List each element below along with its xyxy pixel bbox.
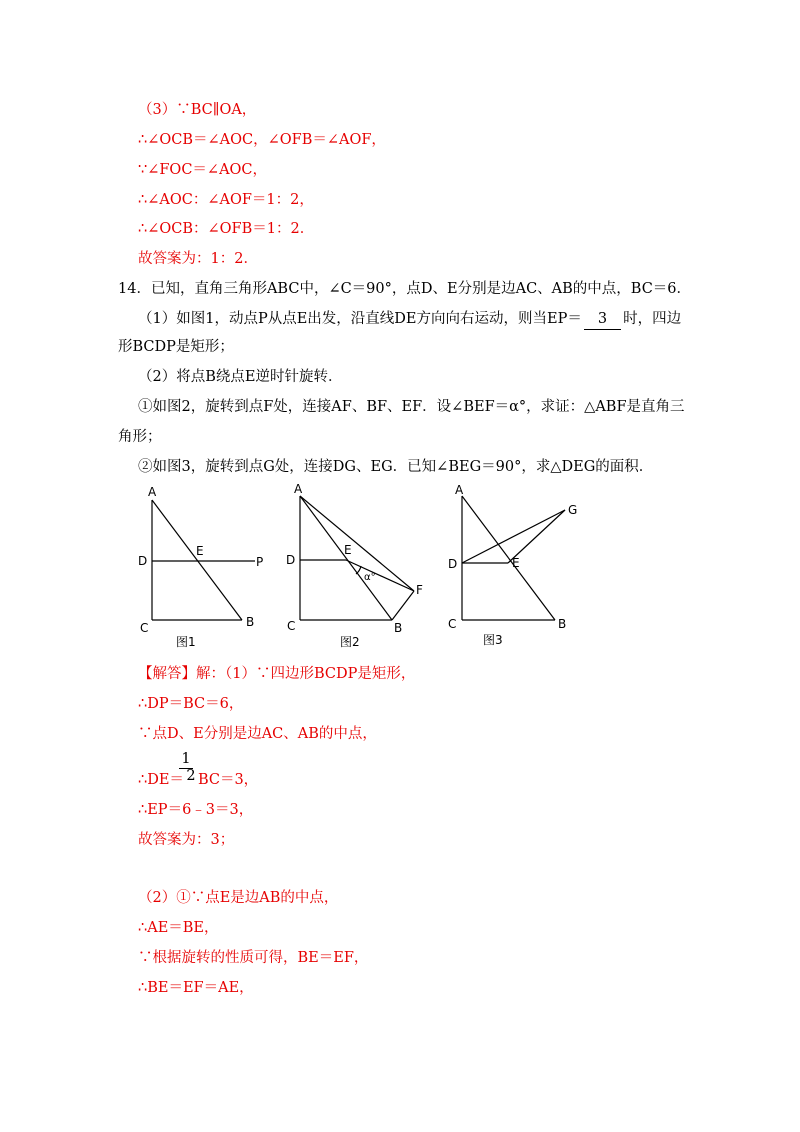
solution-line-10: ∴BE＝EF＝AE， <box>138 980 254 996</box>
part3-line-2: ∴∠OCB＝∠AOC，∠OFB＝∠AOF， <box>138 132 386 148</box>
question-1 <box>138 309 681 330</box>
figure-1 <box>130 482 270 652</box>
fig1-label-a: A <box>148 485 157 499</box>
answer-blank: 3 <box>584 309 621 330</box>
question-1-cont: 形BCDP是矩形； <box>118 339 234 355</box>
fig2-label-a: A <box>294 482 303 496</box>
question-2: （2）将点B绕点E逆时针旋转． <box>138 369 343 385</box>
fig3-label-e: E <box>512 556 520 570</box>
fraction-numerator: 1 <box>181 751 191 767</box>
fig2-caption: 图2 <box>340 635 360 649</box>
fig2-label-alpha: α° <box>364 572 376 583</box>
solution-line-2: ∴DP＝BC＝6， <box>138 696 244 712</box>
part3-line-4: ∴∠AOC：∠AOF＝1：2， <box>138 192 314 208</box>
fraction-denominator: 2 <box>186 768 196 784</box>
part3-line-3: ∵∠FOC＝∠AOC， <box>138 162 268 178</box>
solution-line-4-b: BC＝3， <box>197 772 259 788</box>
solution-label: 【解答】 <box>138 666 196 682</box>
question-2-1-cont: 角形； <box>118 429 162 445</box>
fig1-label-d: D <box>138 554 148 568</box>
solution-line-7: （2）①∵点E是边AB的中点， <box>138 890 339 906</box>
question-1-text-b: 时，四边 <box>623 311 682 327</box>
figure-3 <box>440 482 590 652</box>
solution-line-3: ∵点D、E分别是边AC、AB的中点， <box>138 726 377 742</box>
solution-line-5: ∴EP＝6﹣3＝3， <box>138 802 254 818</box>
fig3-label-b: B <box>558 617 567 631</box>
fig3-label-a: A <box>455 483 464 497</box>
solution-line-1 <box>138 664 415 684</box>
fig2-label-b: B <box>394 621 403 635</box>
fig3-caption: 图3 <box>483 633 503 647</box>
figure-2 <box>282 482 432 652</box>
fig3-label-c: C <box>448 617 457 631</box>
fig2-label-e: E <box>344 543 352 557</box>
question-2-2: ②如图3，旋转到点G处，连接DG、EG．已知∠BEG＝90°，求△DEG的面积． <box>138 459 654 475</box>
fig2-label-f: F <box>416 583 423 597</box>
fig1-label-c: C <box>140 621 149 635</box>
solution-line-6: 故答案为：3； <box>138 832 235 848</box>
solution-line-4 <box>138 770 258 790</box>
part3-line-1: （3）∵BC∥OA， <box>138 102 257 118</box>
fig1-caption: 图1 <box>176 635 196 649</box>
part3-line-5: ∴∠OCB：∠OFB＝1：2． <box>138 221 315 237</box>
fig1-label-b: B <box>246 615 255 629</box>
solution-line-4-a: ∴DE＝ <box>138 772 184 788</box>
question-1-text-a: （1）如图1，动点P从点E出发，沿直线DE方向向右运动，则当EP＝ <box>138 311 582 327</box>
fig1-label-e: E <box>196 544 204 558</box>
solution-line-8: ∴AE＝BE， <box>138 920 219 936</box>
part3-line-6: 故答案为：1：2． <box>138 251 258 267</box>
question-2-1: ①如图2，旋转到点F处，连接AF、BF、EF．设∠BEF＝α°，求证：△ABF是直角三 <box>138 399 685 415</box>
fig2-label-d: D <box>286 553 296 567</box>
problem-stem: 14．已知，直角三角形ABC中，∠C＝90°，点D、E分别是边AC、AB的中点，BC＝6． <box>118 281 692 297</box>
fig3-label-g: G <box>568 503 578 517</box>
solution-line-9: ∵根据旋转的性质可得，BE＝EF， <box>138 950 369 966</box>
fig3-label-d: D <box>448 557 458 571</box>
fig2-label-c: C <box>287 619 296 633</box>
fig1-label-p: P <box>256 555 264 569</box>
solution-line-1-text: 解：（1）∵四边形BCDP是矩形， <box>196 666 416 682</box>
